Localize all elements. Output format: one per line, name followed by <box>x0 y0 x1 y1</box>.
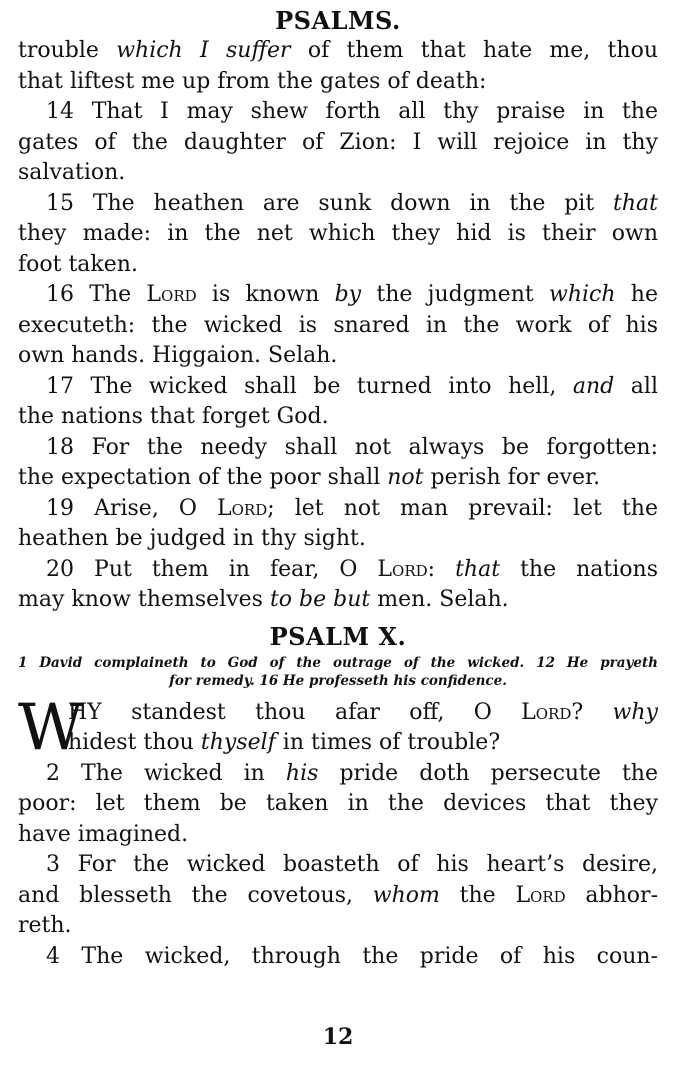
verse-line: they made: in the net which they hid is their own <box>18 221 658 246</box>
verse <box>18 942 658 973</box>
verses-bottom <box>18 759 658 973</box>
verse-line: 17 The wicked shall be turned into hell, and all <box>46 373 658 399</box>
verse-line: heathen be judged in thy sight. <box>18 526 366 551</box>
verse-line: poor: let them be taken in the devices that they <box>18 791 658 816</box>
verse-line: 18 For the needy shall not always be forgotten: <box>46 434 658 460</box>
verse-line: own hands. Higgaion. Selah. <box>18 343 338 368</box>
verse-line: 16 The Lord is known by the judgment which he <box>46 282 658 307</box>
verse <box>18 97 658 189</box>
carryover-line: that liftest me up from the gates of death: <box>18 68 487 94</box>
verse-line: 2 The wicked in his pride doth persecute the <box>46 760 658 786</box>
verse <box>18 372 658 433</box>
argument-line-1: 1 David complaineth to God of the outrage of the wicked. 12 He prayeth <box>18 654 658 671</box>
verse <box>18 850 658 942</box>
carryover-text <box>18 36 658 97</box>
verse-line: 4 The wicked, through the pride of his coun- <box>46 943 658 969</box>
verse-line: have imagined. <box>18 821 189 847</box>
verse-line: 3 For the wicked boasteth of his heart’s desire, <box>46 852 658 877</box>
verse-line: may know themselves to be but men. Selah. <box>18 587 509 612</box>
verse-line: and blesseth the covetous, whom the Lord abhor- <box>18 882 658 908</box>
verse-line: HY standest thou afar off, O Lord? why <box>68 699 658 725</box>
carryover-line: trouble which I suffer of them that hate me, thou <box>18 38 658 63</box>
verse-line: 20 Put them in fear, O Lord: that the nations <box>46 556 658 582</box>
page-number: 12 <box>322 1024 354 1050</box>
verse <box>18 433 658 494</box>
verse-line: 15 The heathen are sunk down in the pit that <box>46 190 658 216</box>
verse-line: hidest thou thyself in times of trouble? <box>68 730 501 755</box>
verse-1 <box>18 690 658 765</box>
verse-line: reth. <box>18 913 72 938</box>
verse-line: gates of the daughter of Zion: I will rejoice in thy <box>18 129 658 155</box>
psalm-heading: PSALM X. <box>269 621 407 651</box>
running-head: PSALMS. <box>275 6 401 35</box>
verse <box>18 555 658 616</box>
argument-line-2: for remedy. 16 He professeth his confidence. <box>169 672 507 689</box>
verse-line: 14 That I may shew forth all thy praise in the <box>46 99 658 124</box>
drop-cap: W <box>18 690 84 765</box>
verses-top <box>18 97 658 616</box>
verse-line: salvation. <box>18 160 126 185</box>
verse-line: foot taken. <box>18 251 138 277</box>
verse-line: 19 Arise, O Lord; let not man prevail: let the <box>46 495 658 521</box>
verse-line: the nations that forget God. <box>18 404 329 429</box>
verse <box>18 189 658 281</box>
verse <box>18 759 658 851</box>
verse <box>18 494 658 555</box>
verse <box>18 280 658 372</box>
verse-line: the expectation of the poor shall not perish for ever. <box>18 465 601 490</box>
verse-line: executeth: the wicked is snared in the work of his <box>18 312 658 338</box>
